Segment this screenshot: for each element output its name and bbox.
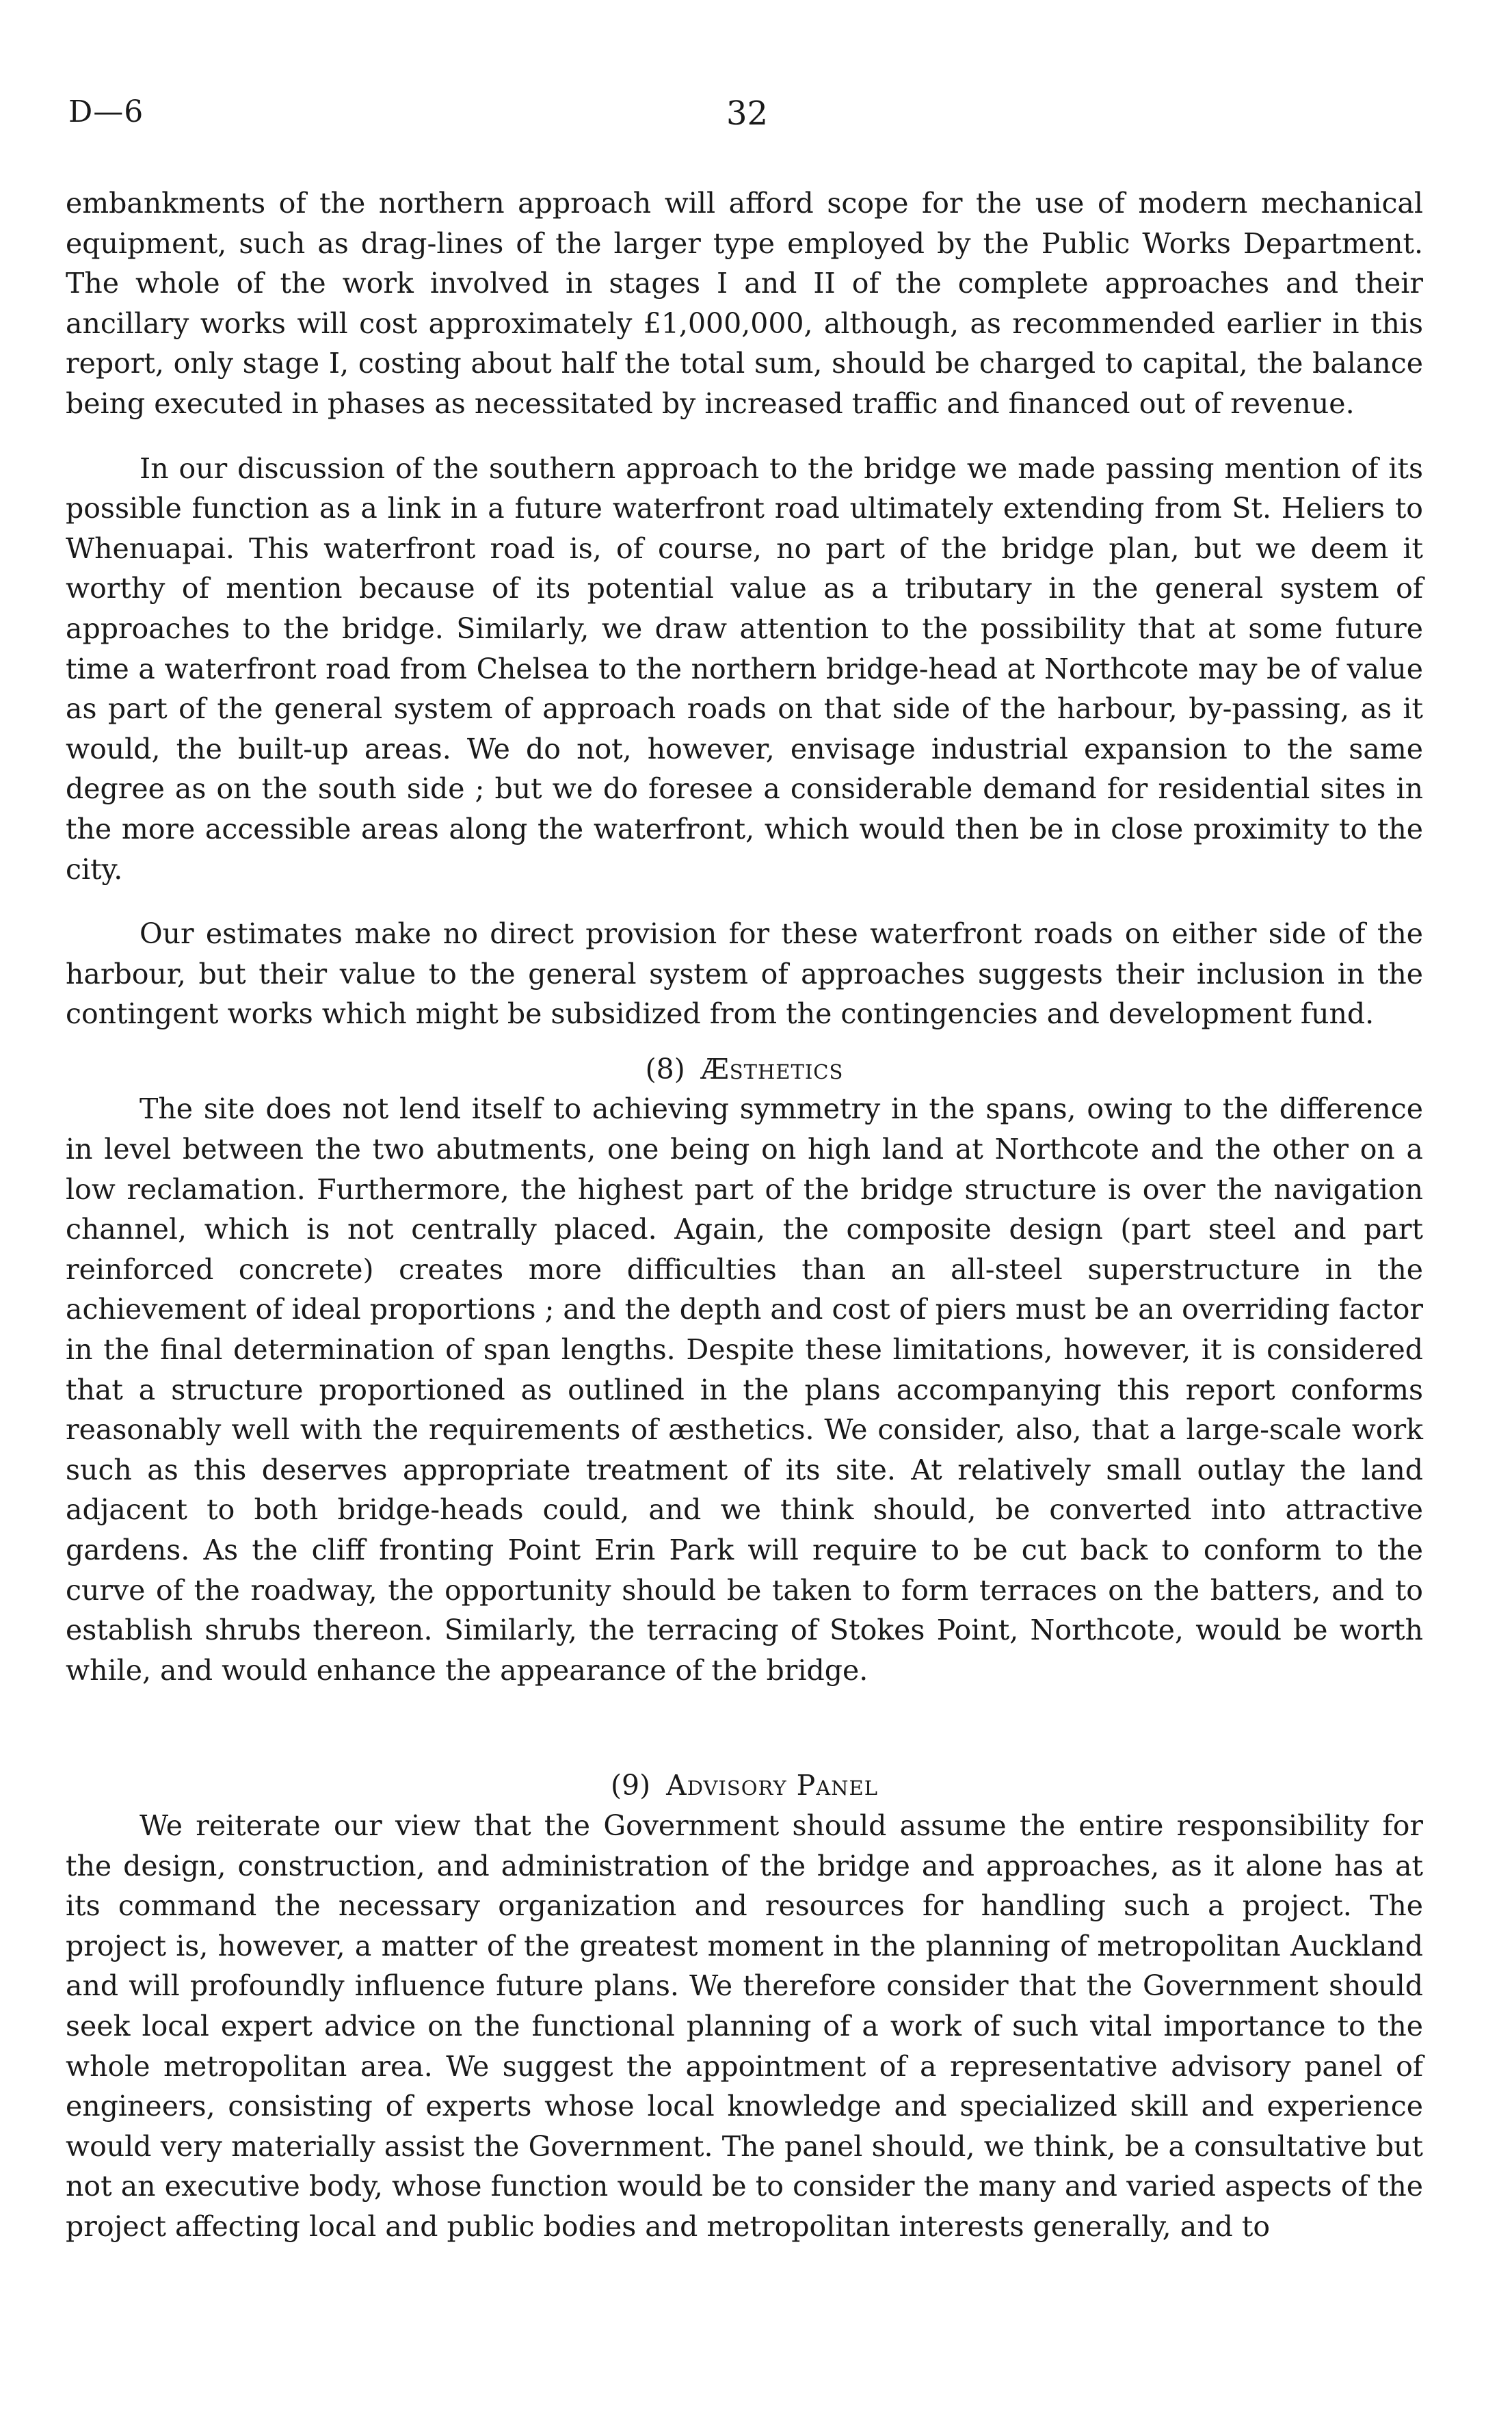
page-header (68, 94, 1436, 142)
document-code: D—6 (68, 94, 144, 129)
section-number: (8) (645, 1052, 685, 1086)
paragraph-southern-approach: In our discussion of the southern approach to the bridge we made passing mention of its possible function as a link in a future waterfront road ultimately extending from St. Heliers to Whenuapai. This waterfront road is, of course, no part of the bridge plan, but we deem it worthy of mention because of its potential value as a tributary in the general system of approaches to the bridge. Similarly, we draw attention to the possibility that at some future time a waterfront road from Chelsea to the northern bridge-head at Northcote may be of value as part of the general system of approach roads on that side of the harbour, by-passing, as it would, the built-up areas. We do not, however, envisage industrial expansion to the same degree as on the south side ; but we do foresee a considerable demand for residential sites in the more accessible areas along the waterfront, which would then be in close proximity to the city. (66, 451, 1423, 886)
body-text (66, 183, 1423, 2247)
section-heading-advisory-panel (66, 1765, 1423, 1806)
paragraph-aesthetics: The site does not lend itself to achieving symmetry in the spans, owing to the difference in level between the two abutments, one being on high land at Northcote and the other on a low reclamation. Furthermore, the highest part of the bridge structure is over the navigation channel, which is not centrally placed. Again, the composite design (part steel and part reinforced concrete) creates more difficulties than an all-steel superstructure in the achievement of ideal proportions ; and the depth and cost of piers must be an overriding factor in the final determination of span lengths. Despite these limitations, however, it is considered that a structure proportioned as outlined in the plans accompanying this report conforms reasonably well with the requirements of æsthetics. We consider, also, that a large-scale work such as this deserves appropriate treatment of its site. At relatively small outlay the land adjacent to both bridge-heads could, and we think should, be converted into attractive gardens. As the cliff fronting Point Erin Park will require to be cut back to conform to the curve of the roadway, the opportunity should be taken to form terraces on the batters, and to establish shrubs thereon. Similarly, the terracing of Stokes Point, Northcote, would be worth while, and would enhance the appearance of the bridge. (66, 1092, 1423, 1687)
section-title: Advisory Panel (666, 1769, 878, 1802)
paragraph-embankments: embankments of the northern approach will afford scope for the use of modern mechanical equipment, such as drag-lines of the larger type employed by the Public Works Department. The whole of the work involved in stages I and II of the complete approaches and their ancillary works will cost approximately £1,000,000, although, as recommended earlier in this report, only stage I, costing about half the total sum, should be charged to capital, the balance being executed in phases as necessitated by increased traffic and financed out of revenue. (66, 187, 1423, 420)
paragraph-estimates: Our estimates make no direct provision for these waterfront roads on either side of the harbour, but their value to the general system of approaches suggests their inclusion in the contingent works which might be subsidized from the contingencies and development fund. (66, 917, 1423, 1031)
section-heading-aesthetics (66, 1049, 1423, 1090)
section-number: (9) (611, 1769, 651, 1802)
paragraph-advisory-panel: We reiterate our view that the Government should assume the entire responsibility for the design, construction, and administration of the bridge and approaches, as it alone has at its command the necessary organization and resources for handling such a project. The project is, however, a matter of the greatest moment in the planning of metropolitan Auckland and will profoundly influence future plans. We therefore consider that the Government should seek local expert advice on the functional planning of a work of such vital importance to the whole metropolitan area. We suggest the appointment of a representative advisory panel of engineers, consisting of experts whose local knowledge and specialized skill and experience would very materially assist the Government. The panel should, we think, be a consultative but not an executive body, whose function would be to consider the many and varied aspects of the project affecting local and public bodies and metropolitan interests generally, and to (66, 1809, 1423, 2243)
page-number: 32 (726, 94, 769, 133)
section-title: Æsthetics (700, 1052, 844, 1086)
